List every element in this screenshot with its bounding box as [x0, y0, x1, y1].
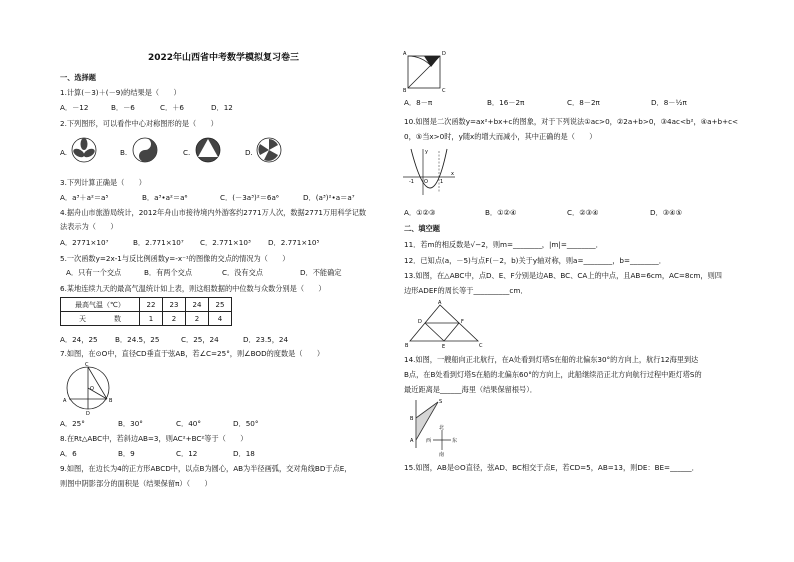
compass-north: 北 [439, 425, 445, 431]
circle-triangle-figure [194, 136, 222, 164]
q10-option-c: C．②③④ [567, 208, 599, 217]
question-5: 5.一次函数y=2x-1与反比例函数y=-x⁻¹的图像的交点的情况为（ ） [60, 254, 290, 263]
q3-option-a: A．a³＋a²＝a⁵ [60, 193, 109, 202]
q3-option-b: B．a³•a²＝a⁶ [142, 193, 188, 202]
q9-option-c: C．8－2π [567, 98, 600, 107]
tick-label-neg1: -1 [409, 179, 414, 185]
table-cell: 22 [140, 298, 163, 312]
q7-option-b: B．30° [118, 419, 143, 428]
q5-option-b: B．有两个交点 [144, 268, 193, 277]
label-b: B [403, 88, 407, 92]
temperature-table [60, 297, 232, 326]
question-15: 15.如图，AB是⊙O直径，弦AD、BC相交于点E，若CD=5，AB=13，则DE：BE=______． [404, 463, 699, 472]
q5-option-c: C．没有交点 [222, 268, 263, 277]
section-choice-heading: 一、选择题 [60, 73, 96, 82]
q7-option-a: A．25° [60, 419, 85, 428]
tick-label-1: 1 [440, 179, 444, 185]
fan-blades-figure [255, 136, 283, 164]
question-3: 3.下列计算正确是（ ） [60, 178, 146, 187]
q2-option-d: D. [245, 148, 253, 157]
q4-option-d: D．2.771×10⁵ [268, 238, 320, 247]
question-14-line-1: 14.如图，一艘船向正北航行，在A处看到灯塔S在船的北偏东30°的方向上，航行12海里到达 [404, 355, 699, 364]
compass-west: 西 [426, 438, 432, 444]
question-13-line-1: 13.如图，在△ABC中，点D、E、F分别是边AB、BC、CA上的中点，且AB=6cm，AC=8cm，则四 [404, 271, 722, 280]
label-a: A [410, 438, 414, 444]
compass-east: 东 [452, 438, 458, 444]
label-d: D [442, 51, 446, 57]
q6-option-c: C．25，24 [181, 335, 219, 344]
label-d: D [418, 319, 422, 325]
page-title: 2022年山西省中考数学模拟复习卷三 [148, 53, 300, 63]
question-11: 11．若m的相反数是√−2，则m=________，|m|=________． [404, 240, 603, 249]
q3-option-d: D．(a³)²•a＝a⁷ [303, 193, 355, 202]
q1-option-d: D．12 [211, 103, 233, 112]
question-9-line-1: 9.如图，在边长为4的正方形ABCD中，以点B为圆心，AB为半径画弧，交对角线BD于点E， [60, 464, 352, 473]
compass-south: 南 [439, 452, 445, 458]
ship-lighthouse-figure [402, 396, 474, 458]
q2-option-a: A. [60, 148, 68, 157]
label-b: B [410, 416, 414, 422]
question-7: 7.如图，在⊙O中，直径CD垂直于弦AB，若∠C=25°，则∠BOD的度数是（ ） [60, 349, 325, 358]
label-s: S [439, 399, 443, 405]
label-a: A [403, 51, 407, 57]
label-f: F [461, 319, 464, 325]
question-4-line-1: 4.据舟山市旅游局统计，2012年舟山市接待境内外游客约2771万人次，数据2771万用科学记数 [60, 208, 367, 217]
label-d: D [86, 411, 90, 415]
question-9-line-2: 则图中阴影部分的面积是（结果保留π）（ ） [60, 479, 212, 488]
q4-option-a: A．2771×10⁷ [60, 238, 109, 247]
question-4-line-2: 法表示为（ ） [60, 222, 118, 231]
table-head-temp: 最高气温（℃） [61, 298, 140, 312]
question-10-line-1: 10.如图是二次函数y=ax²+bx+c的图象，对于下列说法①ac>0，②2a+b>0，③4ac<b²，④a+b+c< [404, 117, 739, 126]
q10-option-a: A．①②③ [404, 208, 436, 217]
question-14-line-3: 最近距离是______海里（结果保留根号）． [404, 385, 537, 394]
question-14-line-2: B点，在B处看到灯塔S在船的北偏东60°的方向上，此船继续沿正北方向航行过程中距灯塔S的 [404, 370, 702, 379]
square-sector-figure [402, 50, 448, 92]
axis-label-y: y [425, 149, 428, 155]
q5-option-d: D．不能确定 [300, 268, 342, 277]
question-12: 12．已知点(a，－5)与点F(－2，b)关于y轴对称，则a=________，b=________． [404, 256, 666, 265]
q3-option-c: C．(－3a³)²＝6a⁶ [220, 193, 279, 202]
q4-option-b: B．2.771×10⁷ [133, 238, 184, 247]
circle-diameter-figure [58, 359, 118, 415]
q10-option-d: D．③④⑤ [650, 208, 683, 217]
triangle-midpoints-figure [402, 299, 486, 349]
question-1: 1.计算(－3)＋(－9)的结果是（ ） [60, 88, 181, 97]
table-cell: 23 [163, 298, 186, 312]
q9-option-b: B．16－2π [487, 98, 525, 107]
q8-option-a: A．6 [60, 449, 77, 458]
q6-option-d: D．23.5，24 [243, 335, 289, 344]
question-6: 6.某地连续九天的最高气温统计如上表，则这组数据的中位数与众数分别是（ ） [60, 284, 326, 293]
q7-option-d: D．50° [233, 419, 259, 428]
q2-option-c: C. [183, 148, 191, 157]
label-a: A [63, 398, 67, 404]
q9-option-a: A．8－π [404, 98, 433, 107]
q8-option-c: C．12 [176, 449, 198, 458]
parabola-graph-figure [401, 145, 457, 197]
q6-option-b: B．24.5，25 [115, 335, 160, 344]
q1-option-c: C．＋6 [160, 103, 184, 112]
axis-label-x: x [451, 171, 454, 177]
q4-option-c: C．2.771×10³ [200, 238, 251, 247]
yin-yang-figure [131, 136, 159, 164]
table-cell: 2 [186, 312, 209, 326]
q8-option-d: D．18 [233, 449, 255, 458]
question-13-line-2: 边形ADEF的周长等于__________cm． [404, 286, 528, 295]
table-cell: 4 [209, 312, 232, 326]
table-head-days: 天 数 [61, 312, 140, 326]
label-e: E [442, 344, 446, 349]
trefoil-figure [70, 136, 98, 164]
q6-option-a: A．24，25 [60, 335, 98, 344]
q5-option-a: A．只有一个交点 [66, 268, 122, 277]
table-cell: 1 [140, 312, 163, 326]
q10-option-b: B．①②④ [485, 208, 517, 217]
label-c: C [479, 343, 483, 349]
q2-option-b: B. [120, 148, 128, 157]
section-fill-heading: 二、填空题 [404, 224, 440, 233]
origin-label: O [424, 179, 428, 185]
q1-option-a: A．－12 [60, 103, 89, 112]
question-8: 8.在Rt△ABC中，若斜边AB=3，则AC²+BC²等于（ ） [60, 434, 248, 443]
question-10-line-2: 0，⑤当x>0时，y随x的增大而减小，其中正确的是（ ） [404, 132, 597, 141]
label-a: A [438, 300, 442, 306]
table-cell: 2 [163, 312, 186, 326]
q9-option-d: D．8－½π [651, 98, 687, 107]
label-b: B [109, 398, 113, 404]
q7-option-c: C．40° [176, 419, 201, 428]
label-b: B [405, 343, 409, 349]
q1-option-b: B．－6 [111, 103, 135, 112]
label-c: C [85, 362, 89, 368]
label-c: C [442, 88, 446, 92]
q8-option-b: B．9 [118, 449, 135, 458]
label-o: O [90, 386, 94, 392]
table-cell: 25 [209, 298, 232, 312]
question-2: 2.下列图形，可以看作中心对称图形的是（ ） [60, 119, 218, 128]
table-cell: 24 [186, 298, 209, 312]
